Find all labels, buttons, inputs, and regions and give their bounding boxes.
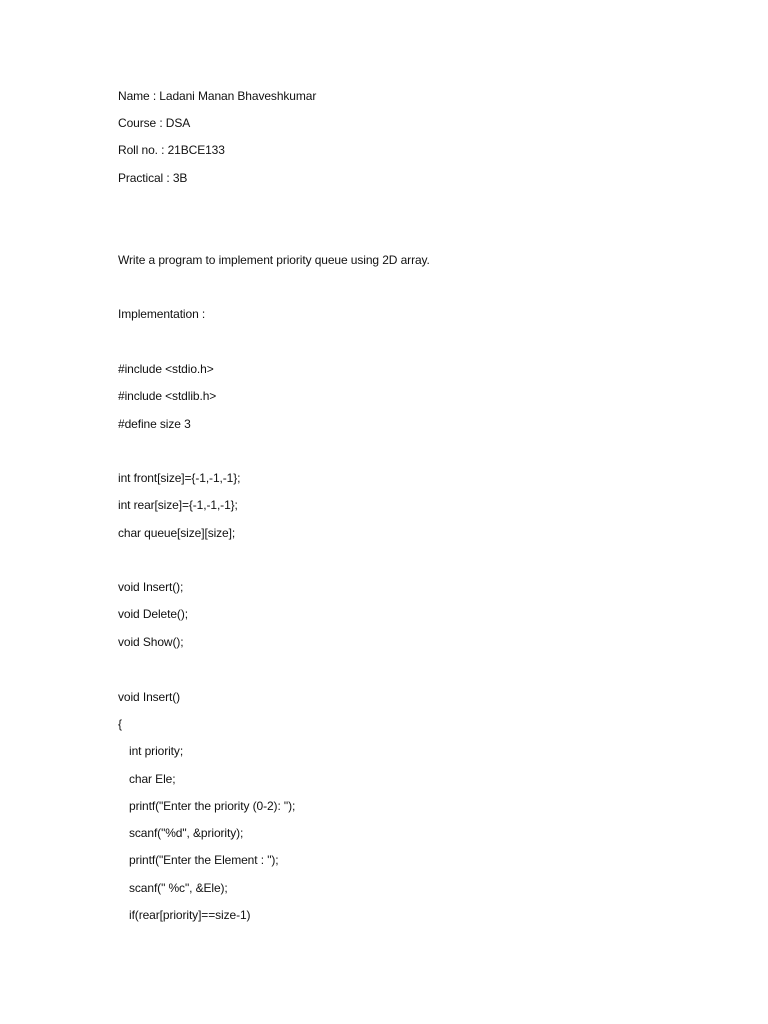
code-line: int front[size]={-1,-1,-1}; bbox=[118, 471, 241, 485]
code-line: scanf(" %c", &Ele); bbox=[129, 881, 228, 895]
code-line: char Ele; bbox=[129, 772, 176, 786]
code-line: #include <stdlib.h> bbox=[118, 389, 217, 403]
course-name: Course : DSA bbox=[118, 116, 191, 130]
practical-number: Practical : 3B bbox=[118, 171, 188, 185]
code-line: char queue[size][size]; bbox=[118, 526, 236, 540]
code-line: #include <stdio.h> bbox=[118, 362, 214, 376]
question-text: Write a program to implement priority queue using 2D array. bbox=[118, 253, 430, 267]
code-line: void Show(); bbox=[118, 635, 184, 649]
code-line: if(rear[priority]==size-1) bbox=[129, 908, 251, 922]
code-line: printf("Enter the priority (0-2): "); bbox=[129, 799, 296, 813]
code-line: printf("Enter the Element : "); bbox=[129, 853, 279, 867]
code-line: void Delete(); bbox=[118, 607, 188, 621]
code-line: void Insert(); bbox=[118, 580, 184, 594]
code-line: scanf("%d", &priority); bbox=[129, 826, 244, 840]
implementation-label: Implementation : bbox=[118, 307, 206, 321]
code-line: void Insert() bbox=[118, 690, 181, 704]
code-line: { bbox=[118, 717, 122, 731]
code-line: int rear[size]={-1,-1,-1}; bbox=[118, 498, 238, 512]
code-line: #define size 3 bbox=[118, 417, 191, 431]
student-name: Name : Ladani Manan Bhaveshkumar bbox=[118, 89, 317, 103]
code-line: int priority; bbox=[129, 744, 184, 758]
roll-number: Roll no. : 21BCE133 bbox=[118, 143, 225, 157]
